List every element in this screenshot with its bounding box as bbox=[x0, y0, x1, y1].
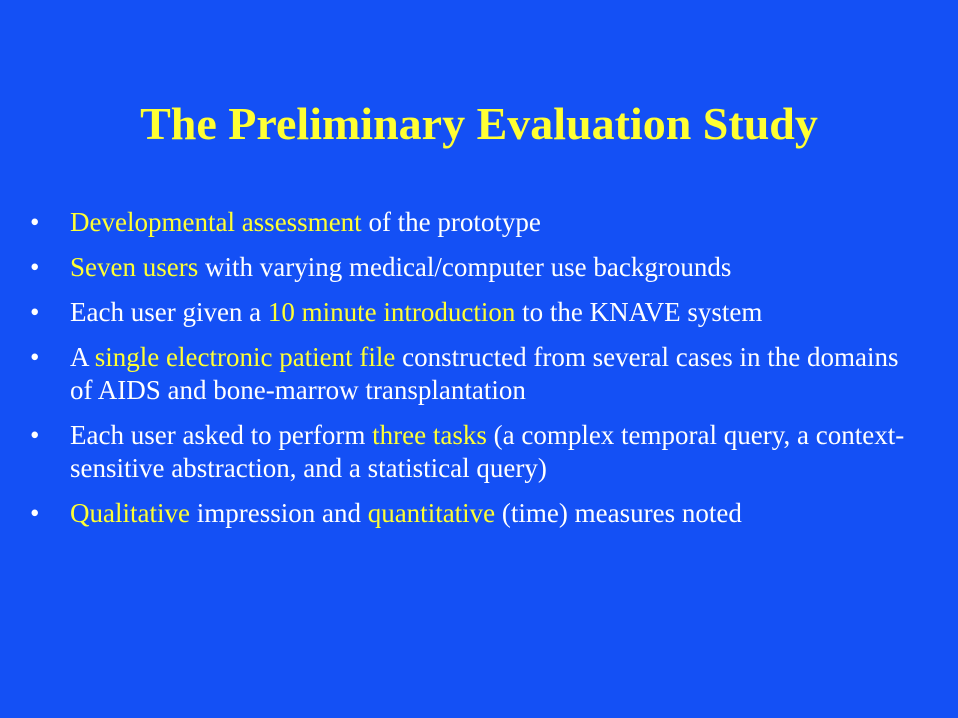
bullet-highlight: Seven users bbox=[70, 252, 199, 282]
bullet-text: with varying medical/computer use backgrounds bbox=[198, 252, 732, 282]
bullet-text: (time) measures noted bbox=[495, 498, 742, 528]
bullet-item bbox=[30, 341, 910, 407]
bullet-highlight: Qualitative bbox=[70, 498, 190, 528]
bullet-text: Each user given a bbox=[70, 297, 268, 327]
bullet-item bbox=[30, 206, 910, 239]
bullet-item bbox=[30, 497, 910, 530]
bullet-item bbox=[30, 296, 910, 329]
bullet-text: to the KNAVE system bbox=[515, 297, 763, 327]
bullet-item bbox=[30, 251, 910, 284]
bullet-highlight: quantitative bbox=[367, 498, 496, 528]
bullet-list bbox=[30, 206, 910, 542]
slide-title: The Preliminary Evaluation Study bbox=[140, 98, 818, 149]
bullet-highlight: three tasks bbox=[372, 420, 487, 450]
bullet-item bbox=[30, 419, 910, 485]
bullet-text: A bbox=[70, 342, 95, 372]
bullet-text: of the prototype bbox=[361, 207, 541, 237]
bullet-text: constructed from several cases in the domains of AIDS and bone-marrow transplantation bbox=[70, 342, 899, 405]
bullet-highlight: Developmental assessment bbox=[70, 207, 362, 237]
bullet-highlight: 10 minute introduction bbox=[267, 297, 516, 327]
bullet-highlight: single electronic patient file bbox=[94, 342, 396, 372]
bullet-text: (a complex temporal query, a context-sensitive abstraction, and a statistical query) bbox=[70, 420, 905, 483]
bullet-text: Each user asked to perform bbox=[70, 420, 373, 450]
bullet-text: impression and bbox=[189, 498, 368, 528]
